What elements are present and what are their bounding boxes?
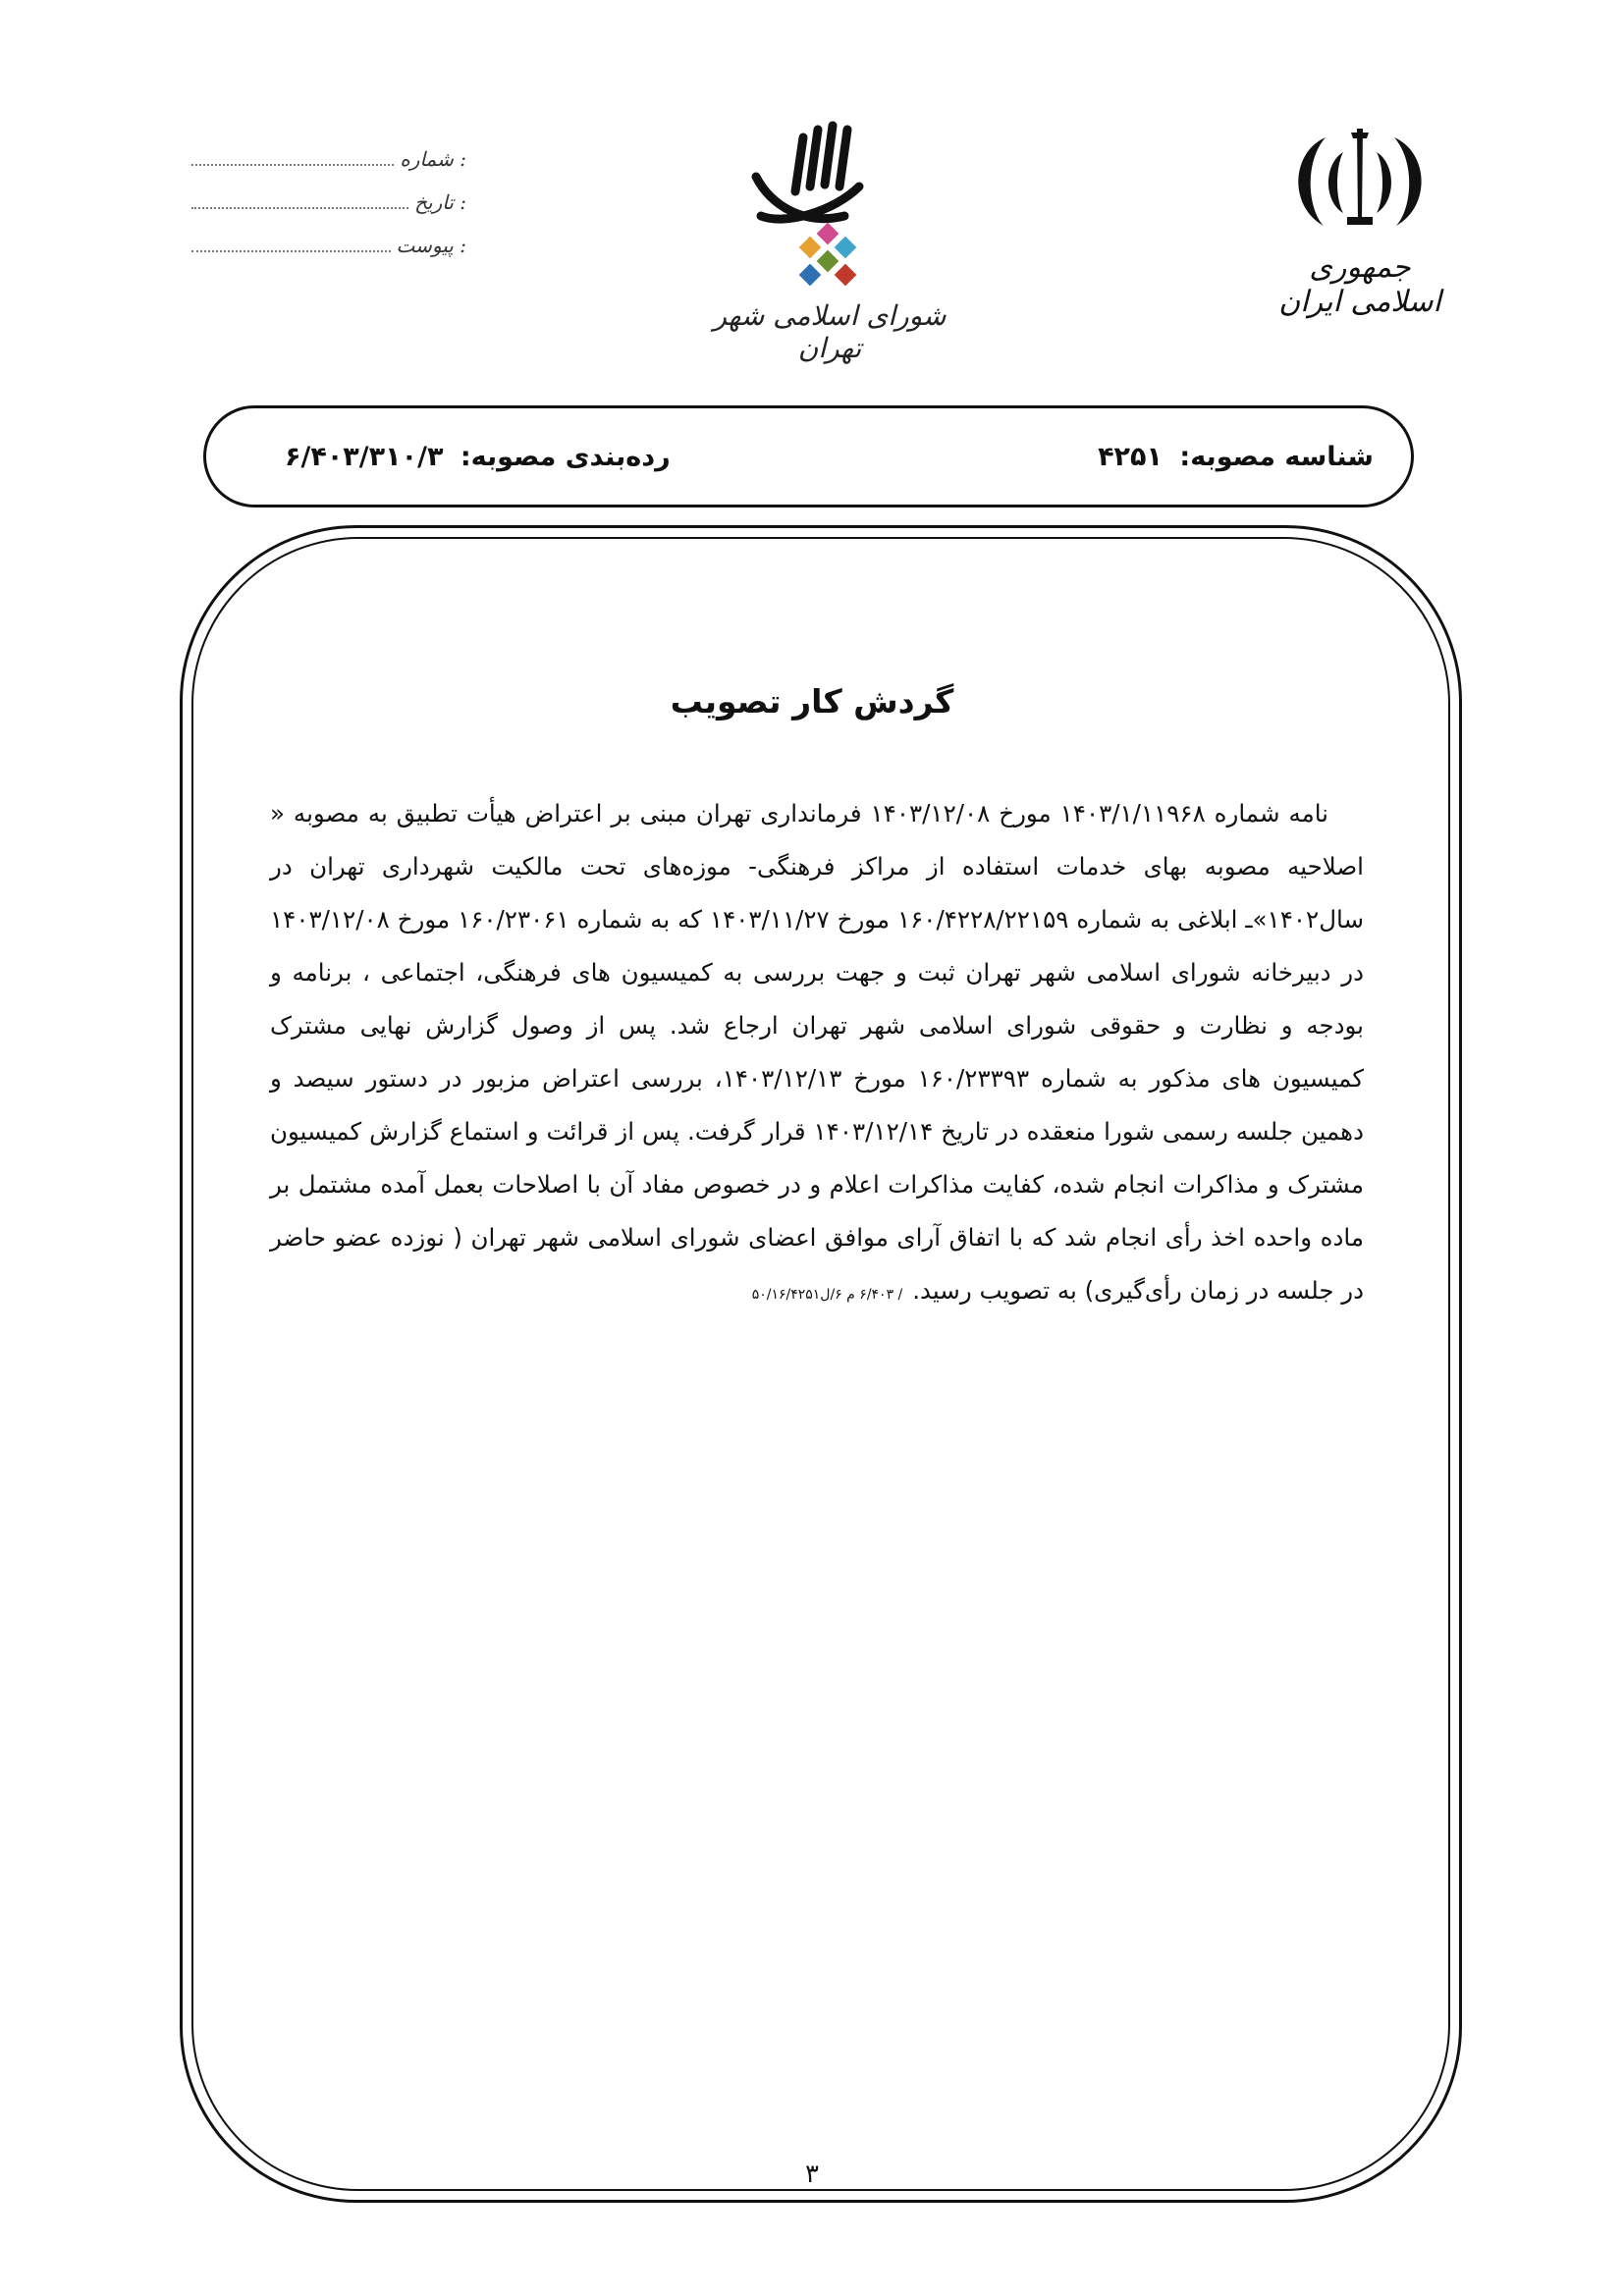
letter-number-line bbox=[191, 163, 394, 166]
letter-date-field bbox=[191, 190, 466, 234]
state-emblem bbox=[1267, 123, 1453, 319]
letter-attachment-label: پیوست : bbox=[396, 234, 466, 257]
letter-attachment-line bbox=[191, 249, 391, 252]
council-logo-icon bbox=[687, 118, 972, 294]
document-title: گردش کار تصویب bbox=[670, 682, 954, 721]
approval-workflow-paragraph bbox=[270, 787, 1364, 1321]
resolution-id-label: شناسه مصوبه: bbox=[1179, 441, 1374, 472]
paragraph-text: نامه شماره ۱۴۰۳/۱/۱۱۹۶۸ مورخ ۱۴۰۳/۱۲/۰۸ فرمانداری تهران مبنی بر اعتراض هیأت تطبیق به مصوبه « اصلاحیه مصوبه بهای خدمات استفاده از مراکز فرهنگی- موزه‌های تحت مالکیت شهرداری تهران در سال۱۴۰۲»ـ ابلاغی به شماره ۱۶۰/۴۲۲۸/۲۲۱۵۹ مورخ ۱۴۰۳/۱۱/۲۷ که به شماره ۱۶۰/۲۳۰۶۱ مورخ ۱۴۰۳/۱۲/۰۸ در دبیرخانه شورای اسلامی شهر تهران ثبت و جهت بررسی به کمیسیون های فرهنگی، اجتماعی ، برنامه و بودجه و نظارت و حقوقی شورای اسلامی شهر تهران ارجاع شد. پس از وصول گزارش نهایی مشترک کمیسیون های مذکور به شماره ۱۶۰/۲۳۳۹۳ مورخ ۱۴۰۳/۱۲/۱۳، بررسی اعتراض مزبور در دستور سیصد و دهمین جلسه رسمی شورا منعقده در تاریخ ۱۴۰۳/۱۲/۱۴ قرار گرفت. پس از قرائت و استماع گزارش کمیسیون مشترک و مذاکرات انجام شده، کفایت مذاکرات اعلام و در خصوص مفاد آن با اصلاحات بعمل آمده مشتمل بر ماده واحده اخذ رأی انجام شد که با اتفاق آرای موافق اعضای شورای اسلامی شهر تهران ( نوزده عضو حاضر در جلسه در زمان رأی‌گیری) به تصویب رسید. bbox=[270, 799, 1364, 1305]
page-number: ۳ bbox=[805, 2160, 819, 2189]
council-logo bbox=[687, 118, 972, 363]
resolution-classification-value: ۶/۴۰۳/۳۱۰/۳ bbox=[285, 441, 444, 472]
resolution-classification-label: رده‌بندی مصوبه: bbox=[460, 441, 671, 472]
letter-attachment-field bbox=[191, 234, 466, 277]
reference-code: / ۶/۴۰۳ م ۶/ل۵۰/۱۶/۴۲۵۱ bbox=[751, 1287, 903, 1303]
content-frame-inner bbox=[191, 537, 1450, 2191]
resolution-classification bbox=[285, 442, 671, 472]
resolution-id-value: ۴۲۵۱ bbox=[1098, 441, 1163, 472]
letter-date-line bbox=[191, 206, 408, 209]
council-caption: شورای اسلامی شهر تهران bbox=[713, 299, 947, 364]
resolution-id-box bbox=[203, 405, 1414, 507]
letter-date-label: تاریخ : bbox=[414, 190, 466, 214]
letter-number-field bbox=[191, 147, 466, 190]
letter-number-label: شماره : bbox=[400, 147, 466, 171]
resolution-id bbox=[1098, 442, 1374, 472]
allah-emblem-icon bbox=[1267, 123, 1453, 240]
letter-meta-fields bbox=[191, 147, 466, 277]
emblem-caption: جمهوری اسلامی ایران bbox=[1278, 250, 1441, 319]
